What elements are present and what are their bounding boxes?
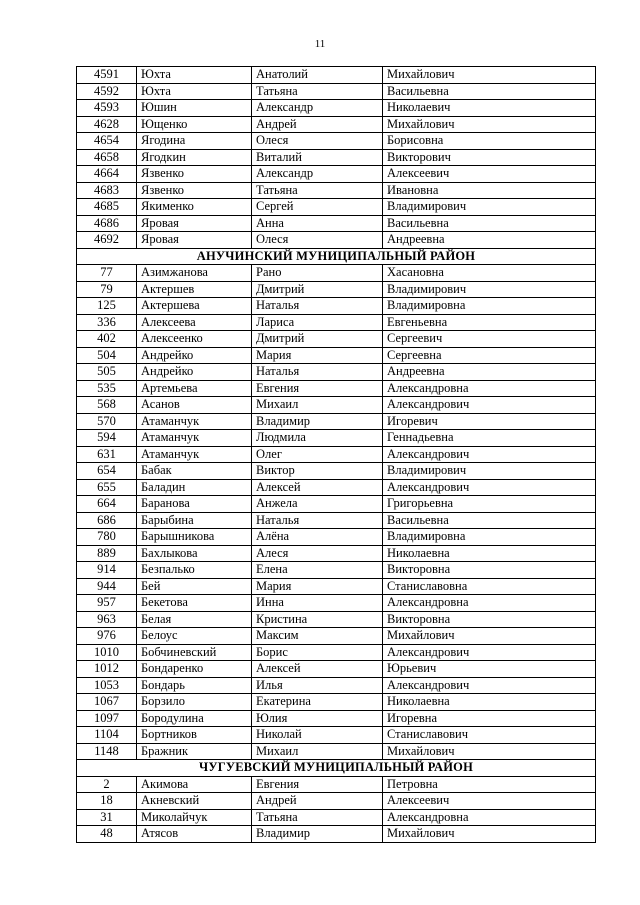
table-row: [77, 67, 596, 84]
first-name-cell: Илья: [252, 677, 383, 694]
surname-cell: Алексеева: [137, 314, 252, 331]
patronymic-cell: Васильевна: [383, 512, 596, 529]
record-number-cell: 1097: [77, 710, 137, 727]
record-number-cell: 594: [77, 430, 137, 447]
surname-cell: Бондаренко: [137, 661, 252, 678]
table-row: [77, 133, 596, 150]
surname-cell: Актершев: [137, 281, 252, 298]
page-number: 11: [314, 38, 326, 50]
patronymic-cell: Петровна: [383, 776, 596, 793]
table-row: [77, 512, 596, 529]
first-name-cell: Татьяна: [252, 182, 383, 199]
table-row: [77, 116, 596, 133]
table-row: [77, 347, 596, 364]
record-number-cell: 4664: [77, 166, 137, 183]
roster-body: [77, 67, 596, 843]
record-number-cell: 4685: [77, 199, 137, 216]
patronymic-cell: Алексеевич: [383, 793, 596, 810]
first-name-cell: Борис: [252, 644, 383, 661]
first-name-cell: Николай: [252, 727, 383, 744]
record-number-cell: 957: [77, 595, 137, 612]
patronymic-cell: Михайлович: [383, 116, 596, 133]
record-number-cell: 18: [77, 793, 137, 810]
patronymic-cell: Андреевна: [383, 232, 596, 249]
table-row: [77, 793, 596, 810]
surname-cell: Белая: [137, 611, 252, 628]
first-name-cell: Виталий: [252, 149, 383, 166]
surname-cell: Юшин: [137, 100, 252, 117]
patronymic-cell: Сергеевна: [383, 347, 596, 364]
surname-cell: Бортников: [137, 727, 252, 744]
surname-cell: Андрейко: [137, 347, 252, 364]
first-name-cell: Александр: [252, 166, 383, 183]
table-row: [77, 529, 596, 546]
patronymic-cell: Геннадьевна: [383, 430, 596, 447]
surname-cell: Яровая: [137, 232, 252, 249]
record-number-cell: 1012: [77, 661, 137, 678]
surname-cell: Ягодкин: [137, 149, 252, 166]
record-number-cell: 4628: [77, 116, 137, 133]
first-name-cell: Михаил: [252, 397, 383, 414]
table-row: [77, 364, 596, 381]
patronymic-cell: Юрьевич: [383, 661, 596, 678]
record-number-cell: 976: [77, 628, 137, 645]
record-number-cell: 568: [77, 397, 137, 414]
patronymic-cell: Михайлович: [383, 67, 596, 84]
table-row: [77, 595, 596, 612]
first-name-cell: Евгения: [252, 380, 383, 397]
patronymic-cell: Васильевна: [383, 215, 596, 232]
patronymic-cell: Михайлович: [383, 628, 596, 645]
surname-cell: Баранова: [137, 496, 252, 513]
patronymic-cell: Игоревич: [383, 413, 596, 430]
table-row: [77, 628, 596, 645]
patronymic-cell: Александровна: [383, 380, 596, 397]
surname-cell: Баладин: [137, 479, 252, 496]
surname-cell: Безпалько: [137, 562, 252, 579]
record-number-cell: 77: [77, 265, 137, 282]
table-row: [77, 743, 596, 760]
table-row: [77, 298, 596, 315]
surname-cell: Бей: [137, 578, 252, 595]
record-number-cell: 1104: [77, 727, 137, 744]
patronymic-cell: Николаевич: [383, 100, 596, 117]
record-number-cell: 655: [77, 479, 137, 496]
record-number-cell: 4593: [77, 100, 137, 117]
first-name-cell: Владимир: [252, 826, 383, 843]
surname-cell: Бондарь: [137, 677, 252, 694]
surname-cell: Белоус: [137, 628, 252, 645]
record-number-cell: 4683: [77, 182, 137, 199]
first-name-cell: Татьяна: [252, 83, 383, 100]
record-number-cell: 944: [77, 578, 137, 595]
patronymic-cell: Александрович: [383, 446, 596, 463]
record-number-cell: 686: [77, 512, 137, 529]
section-header-row: [77, 248, 596, 265]
first-name-cell: Виктор: [252, 463, 383, 480]
table-row: [77, 545, 596, 562]
first-name-cell: Елена: [252, 562, 383, 579]
patronymic-cell: Александровна: [383, 809, 596, 826]
surname-cell: Барыбина: [137, 512, 252, 529]
record-number-cell: 4658: [77, 149, 137, 166]
surname-cell: Бобчиневский: [137, 644, 252, 661]
table-row: [77, 776, 596, 793]
first-name-cell: Андрей: [252, 116, 383, 133]
first-name-cell: Сергей: [252, 199, 383, 216]
surname-cell: Якименко: [137, 199, 252, 216]
surname-cell: Атаманчук: [137, 430, 252, 447]
table-row: [77, 149, 596, 166]
record-number-cell: 79: [77, 281, 137, 298]
record-number-cell: 505: [77, 364, 137, 381]
record-number-cell: 570: [77, 413, 137, 430]
first-name-cell: Алексей: [252, 661, 383, 678]
table-row: [77, 446, 596, 463]
patronymic-cell: Александрович: [383, 644, 596, 661]
patronymic-cell: Владимирович: [383, 463, 596, 480]
patronymic-cell: Николаевна: [383, 545, 596, 562]
record-number-cell: 664: [77, 496, 137, 513]
first-name-cell: Наталья: [252, 364, 383, 381]
patronymic-cell: Игоревна: [383, 710, 596, 727]
first-name-cell: Алёна: [252, 529, 383, 546]
surname-cell: Артемьева: [137, 380, 252, 397]
table-row: [77, 182, 596, 199]
first-name-cell: Лариса: [252, 314, 383, 331]
first-name-cell: Олег: [252, 446, 383, 463]
patronymic-cell: Викторовна: [383, 562, 596, 579]
patronymic-cell: Владимировна: [383, 529, 596, 546]
surname-cell: Бражник: [137, 743, 252, 760]
table-row: [77, 397, 596, 414]
patronymic-cell: Владимировна: [383, 298, 596, 315]
surname-cell: Бородулина: [137, 710, 252, 727]
table-row: [77, 83, 596, 100]
patronymic-cell: Андреевна: [383, 364, 596, 381]
record-number-cell: 1010: [77, 644, 137, 661]
first-name-cell: Алеся: [252, 545, 383, 562]
table-row: [77, 677, 596, 694]
table-row: [77, 281, 596, 298]
table-row: [77, 232, 596, 249]
table-row: [77, 430, 596, 447]
surname-cell: Борзило: [137, 694, 252, 711]
record-number-cell: 914: [77, 562, 137, 579]
patronymic-cell: Алексеевич: [383, 166, 596, 183]
first-name-cell: Дмитрий: [252, 331, 383, 348]
surname-cell: Ягодина: [137, 133, 252, 150]
table-row: [77, 199, 596, 216]
first-name-cell: Екатерина: [252, 694, 383, 711]
record-number-cell: 4686: [77, 215, 137, 232]
first-name-cell: Наталья: [252, 298, 383, 315]
record-number-cell: 535: [77, 380, 137, 397]
first-name-cell: Олеся: [252, 133, 383, 150]
table-row: [77, 100, 596, 117]
table-row: [77, 644, 596, 661]
table-row: [77, 694, 596, 711]
table-row: [77, 380, 596, 397]
record-number-cell: 1053: [77, 677, 137, 694]
first-name-cell: Анжела: [252, 496, 383, 513]
first-name-cell: Александр: [252, 100, 383, 117]
first-name-cell: Юлия: [252, 710, 383, 727]
surname-cell: Атаманчук: [137, 413, 252, 430]
surname-cell: Яровая: [137, 215, 252, 232]
surname-cell: Акимова: [137, 776, 252, 793]
surname-cell: Азимжанова: [137, 265, 252, 282]
table-row: [77, 166, 596, 183]
surname-cell: Ющенко: [137, 116, 252, 133]
record-number-cell: 2: [77, 776, 137, 793]
first-name-cell: Дмитрий: [252, 281, 383, 298]
patronymic-cell: Александровна: [383, 595, 596, 612]
patronymic-cell: Ивановна: [383, 182, 596, 199]
patronymic-cell: Александрович: [383, 479, 596, 496]
surname-cell: Акневский: [137, 793, 252, 810]
surname-cell: Юхта: [137, 83, 252, 100]
first-name-cell: Евгения: [252, 776, 383, 793]
patronymic-cell: Михайлович: [383, 826, 596, 843]
record-number-cell: 1067: [77, 694, 137, 711]
table-row: [77, 611, 596, 628]
record-number-cell: 336: [77, 314, 137, 331]
table-row: [77, 496, 596, 513]
table-row: [77, 710, 596, 727]
patronymic-cell: Борисовна: [383, 133, 596, 150]
section-title: АНУЧИНСКИЙ МУНИЦИПАЛЬНЫЙ РАЙОН: [77, 248, 596, 265]
record-number-cell: 889: [77, 545, 137, 562]
table-row: [77, 314, 596, 331]
first-name-cell: Андрей: [252, 793, 383, 810]
roster-table: [76, 66, 596, 843]
table-row: [77, 578, 596, 595]
record-number-cell: 4592: [77, 83, 137, 100]
first-name-cell: Инна: [252, 595, 383, 612]
record-number-cell: 125: [77, 298, 137, 315]
first-name-cell: Людмила: [252, 430, 383, 447]
surname-cell: Бабак: [137, 463, 252, 480]
patronymic-cell: Викторович: [383, 149, 596, 166]
record-number-cell: 1148: [77, 743, 137, 760]
patronymic-cell: Хасановна: [383, 265, 596, 282]
first-name-cell: Мария: [252, 347, 383, 364]
section-title: ЧУГУЕВСКИЙ МУНИЦИПАЛЬНЫЙ РАЙОН: [77, 760, 596, 777]
surname-cell: Атаманчук: [137, 446, 252, 463]
patronymic-cell: Станиславович: [383, 727, 596, 744]
patronymic-cell: Александрович: [383, 397, 596, 414]
table-row: [77, 661, 596, 678]
first-name-cell: Владимир: [252, 413, 383, 430]
surname-cell: Андрейко: [137, 364, 252, 381]
record-number-cell: 504: [77, 347, 137, 364]
first-name-cell: Алексей: [252, 479, 383, 496]
table-row: [77, 265, 596, 282]
surname-cell: Язвенко: [137, 166, 252, 183]
table-row: [77, 413, 596, 430]
surname-cell: Бахлыкова: [137, 545, 252, 562]
surname-cell: Миколайчук: [137, 809, 252, 826]
surname-cell: Асанов: [137, 397, 252, 414]
first-name-cell: Мария: [252, 578, 383, 595]
record-number-cell: 48: [77, 826, 137, 843]
patronymic-cell: Станиславовна: [383, 578, 596, 595]
first-name-cell: Рано: [252, 265, 383, 282]
record-number-cell: 4591: [77, 67, 137, 84]
surname-cell: Бекетова: [137, 595, 252, 612]
patronymic-cell: Александрович: [383, 677, 596, 694]
surname-cell: Актершева: [137, 298, 252, 315]
record-number-cell: 631: [77, 446, 137, 463]
first-name-cell: Татьяна: [252, 809, 383, 826]
first-name-cell: Михаил: [252, 743, 383, 760]
surname-cell: Алексеенко: [137, 331, 252, 348]
table-row: [77, 215, 596, 232]
table-row: [77, 562, 596, 579]
record-number-cell: 780: [77, 529, 137, 546]
patronymic-cell: Васильевна: [383, 83, 596, 100]
first-name-cell: Анна: [252, 215, 383, 232]
patronymic-cell: Евгеньевна: [383, 314, 596, 331]
patronymic-cell: Владимирович: [383, 199, 596, 216]
record-number-cell: 654: [77, 463, 137, 480]
table-row: [77, 826, 596, 843]
record-number-cell: 402: [77, 331, 137, 348]
record-number-cell: 31: [77, 809, 137, 826]
first-name-cell: Максим: [252, 628, 383, 645]
record-number-cell: 963: [77, 611, 137, 628]
table-row: [77, 809, 596, 826]
record-number-cell: 4692: [77, 232, 137, 249]
table-row: [77, 331, 596, 348]
surname-cell: Атясов: [137, 826, 252, 843]
first-name-cell: Наталья: [252, 512, 383, 529]
surname-cell: Барышникова: [137, 529, 252, 546]
patronymic-cell: Владимирович: [383, 281, 596, 298]
patronymic-cell: Николаевна: [383, 694, 596, 711]
surname-cell: Юхта: [137, 67, 252, 84]
patronymic-cell: Викторовна: [383, 611, 596, 628]
patronymic-cell: Григорьевна: [383, 496, 596, 513]
record-number-cell: 4654: [77, 133, 137, 150]
first-name-cell: Анатолий: [252, 67, 383, 84]
table-row: [77, 463, 596, 480]
patronymic-cell: Сергеевич: [383, 331, 596, 348]
section-header-row: [77, 760, 596, 777]
first-name-cell: Олеся: [252, 232, 383, 249]
patronymic-cell: Михайлович: [383, 743, 596, 760]
table-row: [77, 479, 596, 496]
first-name-cell: Кристина: [252, 611, 383, 628]
surname-cell: Язвенко: [137, 182, 252, 199]
table-row: [77, 727, 596, 744]
